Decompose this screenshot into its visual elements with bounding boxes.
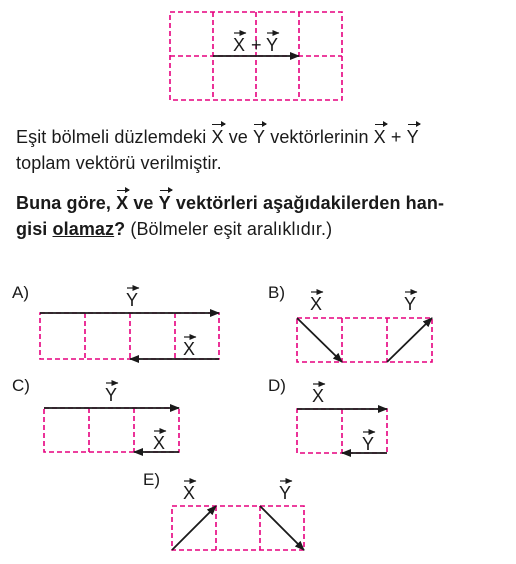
ask-note: (Bölmeler eşit aralıklıdır.)	[130, 219, 333, 239]
option-d-letter: D)	[268, 376, 286, 395]
option-e-y-label: Y	[279, 483, 292, 503]
option-e-y-arrow	[260, 506, 304, 550]
ask-qmark: ?	[114, 219, 131, 239]
option-d-x-label: X	[312, 386, 325, 406]
ask-olamaz: olamaz	[52, 219, 115, 239]
sum-vector-label	[233, 33, 279, 55]
ask-text-2: ve	[128, 193, 159, 213]
option-b-y-arrow	[387, 318, 432, 362]
intro-text-2: ve	[223, 127, 254, 147]
option-b-letter: B)	[268, 283, 285, 302]
intro-text-1: Eşit bölmeli düzlemdeki	[16, 127, 212, 147]
question-line-2: toplam vektörü verilmiştir.	[16, 153, 222, 173]
option-e-x-arrow	[172, 506, 216, 550]
svg-text:Y: Y	[266, 35, 279, 55]
vector-y-label: Y	[158, 193, 171, 213]
option-b-x-arrow	[297, 318, 342, 362]
vector-x-label: X	[211, 127, 224, 147]
svg-text:X: X	[233, 35, 246, 55]
option-e-letter: E)	[143, 470, 160, 489]
option-d-y-label: Y	[362, 434, 375, 454]
option-b-x-label: X	[310, 294, 323, 314]
option-c-x-label: X	[153, 433, 166, 453]
svg-text:+: +	[251, 35, 262, 55]
ask-text-4: gisi	[16, 219, 53, 239]
option-b-y-label: Y	[404, 294, 417, 314]
option-c-letter: C)	[12, 376, 30, 395]
ask-text-1: Buna göre,	[16, 193, 117, 213]
option-a-letter: A)	[12, 283, 29, 302]
vector-y-label: Y	[406, 127, 419, 147]
option-e-grid	[172, 506, 304, 550]
ask-text-3: vektörleri aşağıdakilerden han-	[170, 193, 445, 213]
vector-x-label: X	[373, 127, 386, 147]
option-c-y-label: Y	[105, 385, 118, 405]
intro-text-4: +	[385, 127, 407, 147]
vector-x-label: X	[116, 193, 129, 213]
option-a-x-label: X	[183, 339, 196, 359]
option-b-grid	[297, 318, 432, 362]
option-a-y-label: Y	[126, 290, 139, 310]
intro-text-3: vektörlerinin	[265, 127, 374, 147]
option-e-x-label: X	[183, 483, 196, 503]
vector-y-label: Y	[253, 127, 266, 147]
